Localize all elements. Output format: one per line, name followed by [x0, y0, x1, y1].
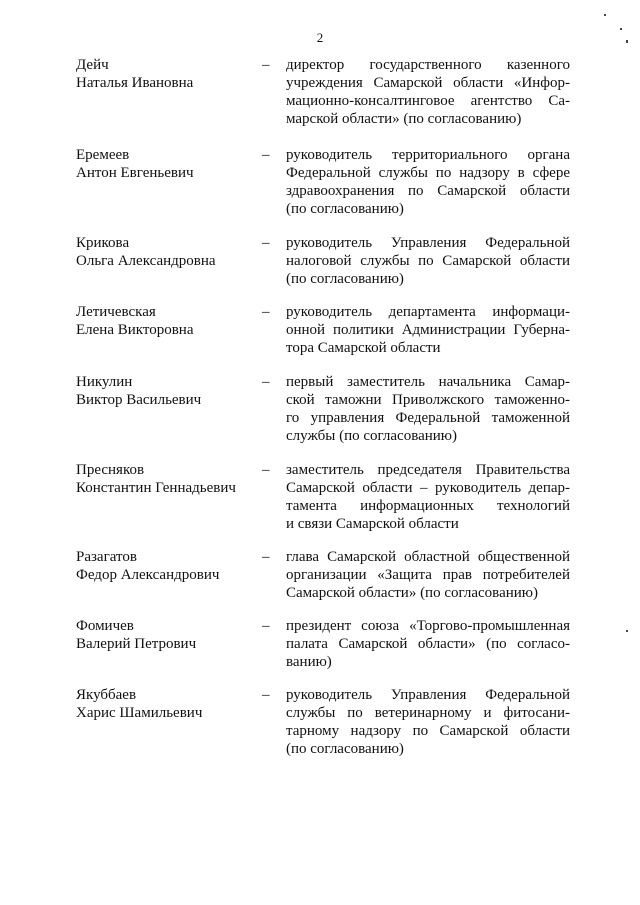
member-position — [286, 686, 570, 758]
position-line: Самарской области» (по согласованию) — [286, 585, 538, 601]
member-surname: Якуббаев — [76, 687, 137, 703]
position-line: (по согласованию) — [286, 201, 404, 217]
position-line: онной политики Администрации Губерна- — [286, 322, 570, 338]
member-surname: Пресняков — [76, 462, 145, 478]
member-given-names: Ольга Александровна — [76, 253, 216, 269]
position-line: (по согласованию) — [286, 271, 404, 287]
member-given-names: Антон Евгеньевич — [76, 165, 194, 181]
dash-separator: – — [262, 57, 270, 73]
position-line: президент союза «Торгово-промышленная — [286, 618, 570, 634]
member-position — [286, 303, 570, 357]
dash-separator: – — [262, 147, 270, 163]
position-line: мационно-консалтинговое агентство Са- — [286, 93, 570, 109]
member-position — [286, 373, 570, 445]
member-position — [286, 548, 570, 602]
position-line: Федеральной службы по надзору в сфере — [286, 165, 570, 181]
position-line: руководитель Управления Федеральной — [286, 235, 570, 251]
position-line: ванию) — [286, 654, 332, 670]
member-name — [76, 686, 256, 722]
scan-speck — [626, 630, 628, 632]
position-line: службы по ветеринарному и фитосани- — [286, 705, 570, 721]
member-name — [76, 303, 256, 339]
member-surname: Летичевская — [76, 304, 156, 320]
member-name — [76, 146, 256, 182]
position-line: глава Самарской областной общественной — [286, 549, 570, 565]
member-name — [76, 548, 256, 584]
dash-separator: – — [262, 549, 270, 565]
member-given-names: Елена Викторовна — [76, 322, 194, 338]
dash-separator: – — [262, 462, 270, 478]
position-line: тамента информационных технологий — [286, 498, 570, 514]
position-line: палата Самарской области» (по согласо- — [286, 636, 570, 652]
member-surname: Разагатов — [76, 549, 137, 565]
dash-separator: – — [262, 235, 270, 251]
member-given-names: Наталья Ивановна — [76, 75, 194, 91]
member-name — [76, 56, 256, 92]
member-position — [286, 617, 570, 671]
position-line: Самарской области – руководитель депар- — [286, 480, 570, 496]
position-line: директор государственного казенного — [286, 57, 570, 73]
member-name — [76, 617, 256, 653]
dash-separator: – — [262, 618, 270, 634]
member-surname: Дейч — [76, 57, 109, 73]
scan-speck — [604, 14, 606, 16]
member-surname: Крикова — [76, 235, 130, 251]
position-line: учреждения Самарской области «Инфор- — [286, 75, 570, 91]
member-surname: Никулин — [76, 374, 133, 390]
position-line: го управления Федеральной таможенной — [286, 410, 570, 426]
position-line: заместитель председателя Правительства — [286, 462, 570, 478]
position-line: тора Самарской области — [286, 340, 441, 356]
member-surname: Еремеев — [76, 147, 130, 163]
member-given-names: Харис Шамильевич — [76, 705, 203, 721]
position-line: руководитель Управления Федеральной — [286, 687, 570, 703]
position-line: ской таможни Приволжского таможенно- — [286, 392, 570, 408]
member-position — [286, 234, 570, 288]
member-surname: Фомичев — [76, 618, 134, 634]
page-number: 2 — [316, 30, 324, 45]
member-given-names: Федор Александрович — [76, 567, 220, 583]
member-name — [76, 234, 256, 270]
member-given-names: Константин Геннадьевич — [76, 480, 236, 496]
position-line: (по согласованию) — [286, 741, 404, 757]
scan-speck — [626, 40, 628, 43]
position-line: тарному надзору по Самарской области — [286, 723, 570, 739]
position-line: налоговой службы по Самарской области — [286, 253, 570, 269]
dash-separator: – — [262, 374, 270, 390]
member-position — [286, 146, 570, 218]
position-line: и связи Самарской области — [286, 516, 459, 532]
position-line: марской области» (по согласованию) — [286, 111, 522, 127]
member-position — [286, 56, 570, 128]
scan-speck — [620, 28, 622, 30]
position-line: организации «Защита прав потребителей — [286, 567, 570, 583]
position-line: руководитель территориального органа — [286, 147, 570, 163]
position-line: руководитель департамента информаци- — [286, 304, 570, 320]
position-line: первый заместитель начальника Самар- — [286, 374, 570, 390]
position-line: здравоохранения по Самарской области — [286, 183, 570, 199]
member-name — [76, 373, 256, 409]
member-position — [286, 461, 570, 533]
member-given-names: Виктор Васильевич — [76, 392, 202, 408]
member-given-names: Валерий Петрович — [76, 636, 197, 652]
dash-separator: – — [262, 304, 270, 320]
position-line: службы (по согласованию) — [286, 428, 457, 444]
member-name — [76, 461, 256, 497]
dash-separator: – — [262, 687, 270, 703]
